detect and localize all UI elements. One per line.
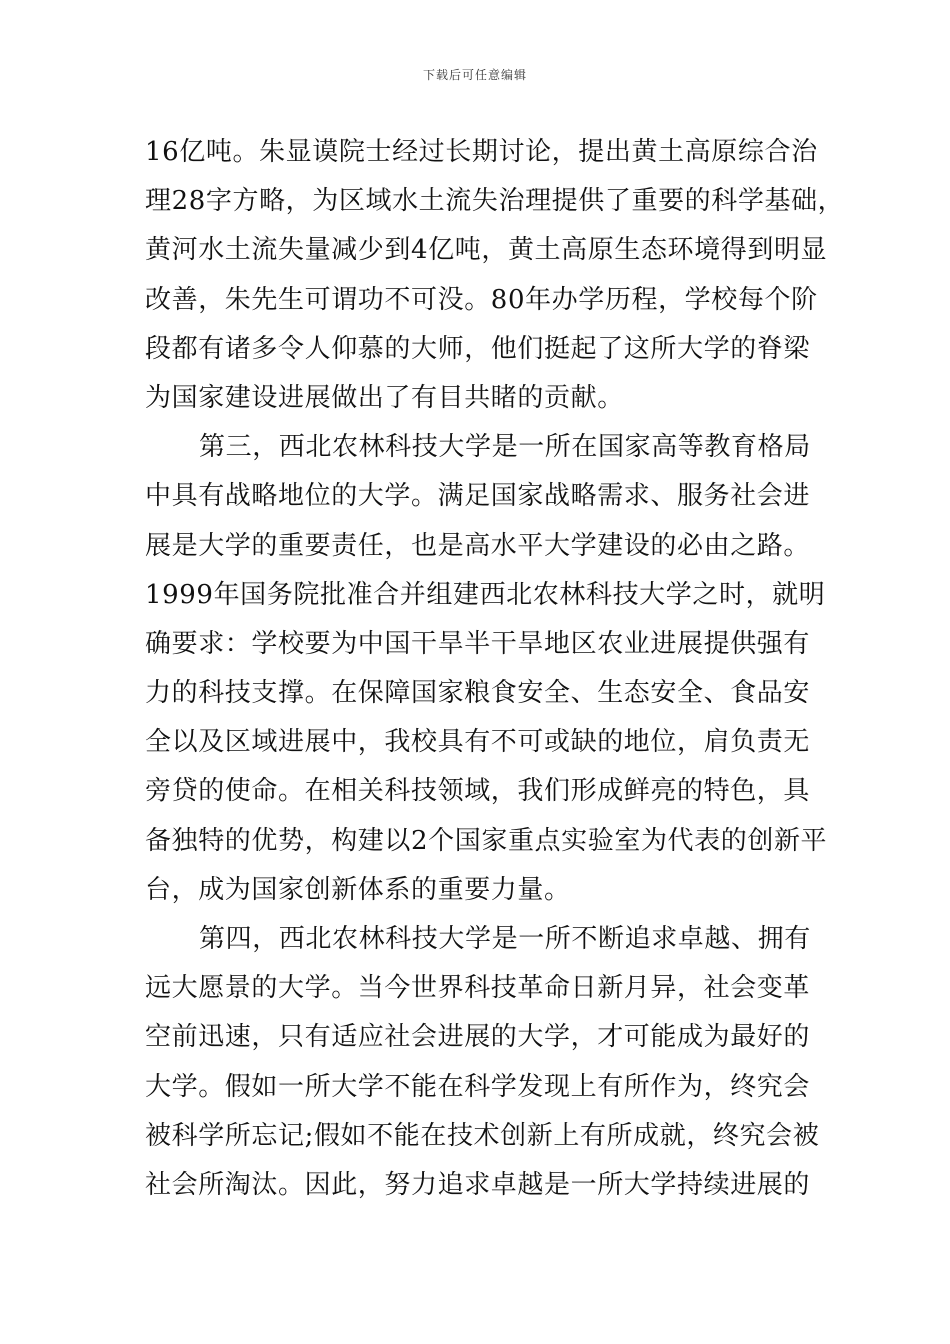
text-line: 社会所淘汰。因此，努力追求卓越是一所大学持续进展的 (145, 1169, 811, 1200)
text-line: 第三，西北农林科技大学是一所在国家高等教育格局 (199, 432, 811, 463)
text-line: 力的科技支撑。在保障国家粮食安全、生态安全、食品安 (145, 678, 811, 709)
text-line: 第四，西北农林科技大学是一所不断追求卓越、拥有 (199, 924, 811, 954)
text-line: 备独特的优势，构建以2个国家重点实验室为代表的创新平 (145, 825, 828, 856)
text-line: 16亿吨。朱显谟院士经过长期讨论，提出黄土高原综合治 (145, 137, 818, 167)
text-line: 被科学所忘记;假如不能在技术创新上有所成就，终究会被 (145, 1120, 820, 1151)
text-line: 展是大学的重要责任，也是高水平大学建设的必由之路。 (145, 530, 811, 561)
text-line: 远大愿景的大学。当今世界科技革命日新月异，社会变革 (145, 973, 811, 1004)
text-line: 全以及区域进展中，我校具有不可或缺的地位，肩负责无 (145, 727, 811, 758)
text-line: 大学。假如一所大学不能在科学发现上有所作为，终究会 (145, 1071, 811, 1102)
header-note: 下载后可任意编辑 (422, 68, 527, 82)
text-line: 1999年国务院批准合并组建西北农林科技大学之时，就明 (145, 579, 826, 610)
text-line: 为国家建设进展做出了有目共睹的贡献。 (145, 382, 624, 413)
text-line: 空前迅速，只有适应社会进展的大学，才可能成为最好的 (145, 1022, 811, 1053)
text-line: 确要求：学校要为中国干旱半干旱地区农业进展提供强有 (145, 628, 811, 659)
text-line: 段都有诸多令人仰慕的大师，他们挺起了这所大学的脊梁 (145, 333, 811, 364)
text-line: 中具有战略地位的大学。满足国家战略需求、服务社会进 (145, 481, 811, 512)
text-line: 台，成为国家创新体系的重要力量。 (145, 874, 571, 905)
text-line: 改善，朱先生可谓功不可没。80年办学历程，学校每个阶 (145, 284, 818, 315)
text-line: 黄河水土流失量减少到4亿吨，黄土高原生态环境得到明显 (145, 235, 828, 266)
body-text (145, 128, 845, 1210)
text-line: 旁贷的使命。在相关科技领域，我们形成鲜亮的特色，具 (145, 776, 811, 807)
text-line: 理28字方略，为区域水土流失治理提供了重要的科学基础， (145, 186, 845, 217)
